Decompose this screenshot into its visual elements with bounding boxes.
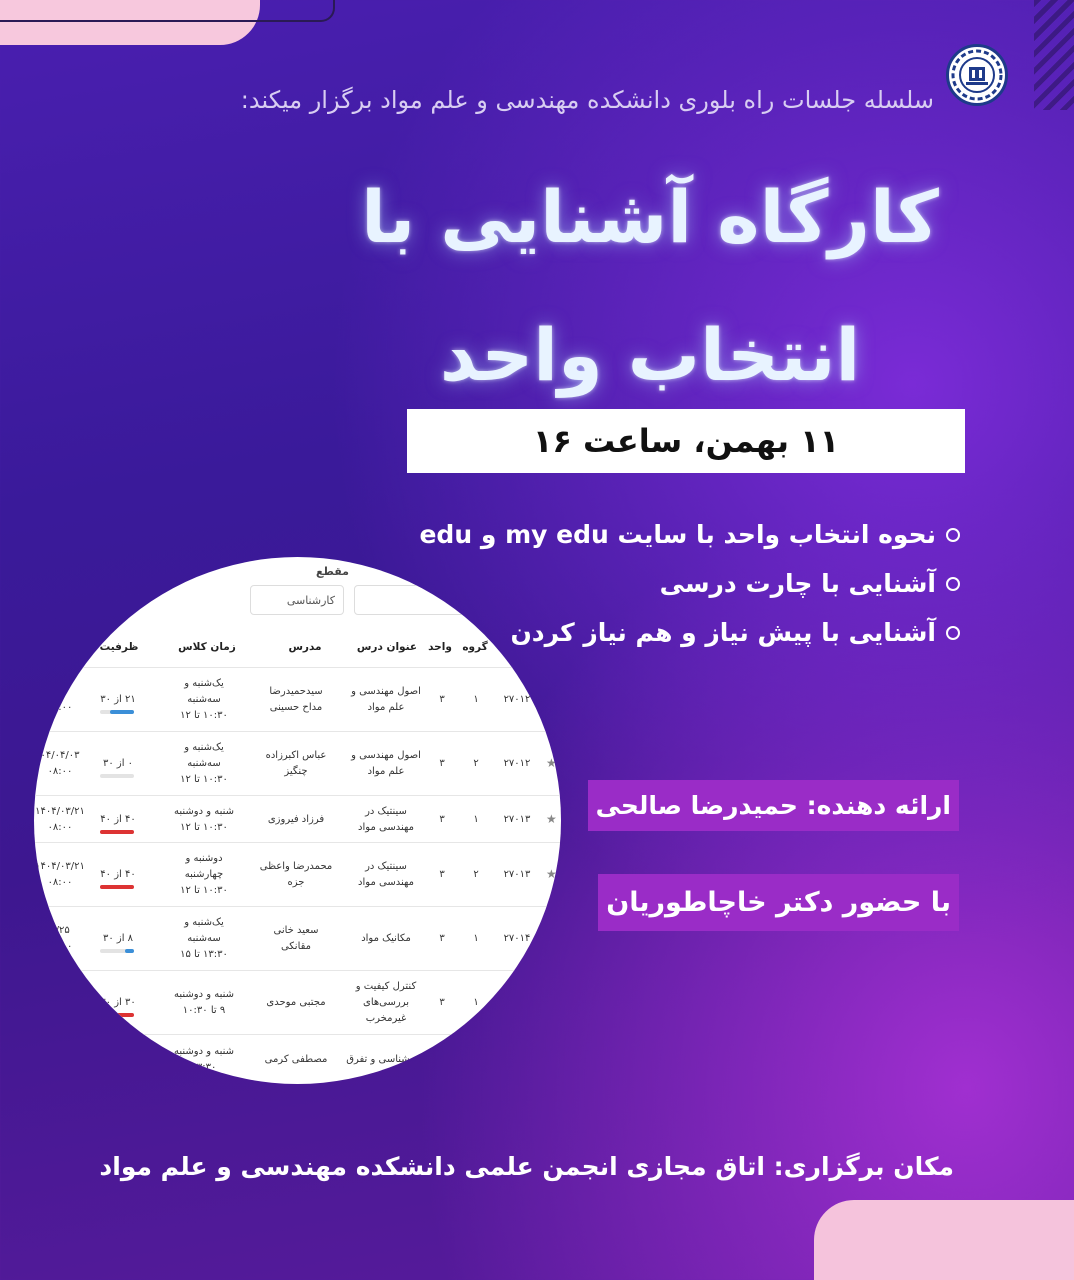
cell-unit: ۳ bbox=[439, 758, 445, 769]
page-title bbox=[340, 148, 960, 424]
cell-group: ۱ bbox=[473, 933, 479, 944]
cell-time: یک‌شنبه و سه‌شنبه ۱۰:۳۰ تا ۱۲ bbox=[180, 678, 228, 721]
table-row bbox=[34, 1034, 561, 1084]
cell-time: شنبه و دوشنبه ۱۳:۳۰ bbox=[173, 1046, 235, 1073]
cell-exam: ۱۴۰۴/۰۳/۲۱ ۰۸:۰۰ bbox=[35, 805, 85, 833]
cell-group: ۲ bbox=[473, 869, 479, 880]
cell-exam: ۰۳ ۰۸:۰۰ bbox=[47, 686, 73, 713]
header-course: عنوان درس bbox=[356, 641, 418, 653]
cell-unit: ۳ bbox=[439, 869, 445, 880]
cell-code: ۲۷۰۱۳ bbox=[503, 813, 531, 825]
header-group: گروه bbox=[462, 641, 488, 653]
cell-unit: ۳ bbox=[439, 813, 445, 825]
cell-course: سینتیک در مهندسی مواد bbox=[358, 805, 414, 833]
university-logo-icon bbox=[946, 44, 1008, 106]
topic-text: نحوه انتخاب واحد با سایت my edu و edu bbox=[419, 520, 936, 549]
capacity-bar-track bbox=[100, 774, 134, 778]
cell-exam: ۰۴/۰۴/۰۳ ۰۸:۰۰ bbox=[40, 750, 80, 777]
favorite-star-icon[interactable]: ★ bbox=[546, 867, 557, 881]
cell-course: کنترل کیفیت و بررسی‌های غیرمخرب bbox=[355, 981, 417, 1024]
cell-course: اصول مهندسی و علم مواد bbox=[351, 750, 421, 777]
cell-time: دوشنبه و چهارشنبه ۱۰:۳۰ تا ۱۲ bbox=[180, 853, 228, 896]
cell-group: ۱ bbox=[473, 813, 479, 825]
favorite-star-icon[interactable]: ★ bbox=[546, 756, 557, 770]
capacity-bar-fill bbox=[125, 949, 134, 953]
cell-exam: ۱۴۰۴/۰۳/۲۱ ۰۸:۰۰ bbox=[35, 861, 85, 888]
cell-teacher: مجتبی موحدی bbox=[266, 997, 326, 1008]
title-line-2: انتخاب واحد bbox=[439, 313, 861, 397]
decor-top-left-outline bbox=[0, 0, 335, 22]
cell-group: ۱ bbox=[473, 694, 479, 705]
cell-group: ۱ bbox=[473, 997, 479, 1008]
decor-stripes bbox=[1034, 0, 1074, 110]
cell-teacher: عباس اکبرزاده چنگیز bbox=[265, 750, 327, 777]
cell-unit: ۳ bbox=[439, 933, 445, 944]
cell-unit: ۳ bbox=[439, 694, 445, 705]
cell-capacity: ۴۰ از ۴۰ bbox=[100, 813, 136, 825]
topic-text: آشنایی با پیش نیاز و هم نیاز کردن bbox=[510, 618, 936, 647]
venue-label: مکان برگزاری: اتاق مجازی انجمن علمی دانشکده مهندسی و علم مواد bbox=[99, 1152, 954, 1181]
bullet-circle-icon bbox=[946, 577, 960, 591]
cell-course: اصول مهندسی و علم مواد bbox=[351, 686, 421, 713]
cell-capacity: ۳۰ از ۳۰ bbox=[100, 997, 136, 1008]
header-time: زمان کلاس bbox=[178, 641, 236, 653]
bullet-circle-icon bbox=[946, 626, 960, 640]
cell-code: ۲۷۰۱۲ bbox=[503, 694, 531, 705]
header-unit: واحد bbox=[428, 641, 452, 653]
cell-teacher: محمدرضا واعظی جزه bbox=[259, 861, 333, 888]
date-time-banner: ۱۱ بهمن، ساعت ۱۶ bbox=[407, 409, 965, 473]
filter-label: مقطع bbox=[316, 565, 349, 578]
table-row bbox=[34, 906, 561, 970]
table-row bbox=[34, 731, 561, 795]
cell-course: سینتیک در مهندسی مواد bbox=[358, 861, 414, 888]
capacity-bar-fill bbox=[100, 830, 134, 834]
cell-time: یک‌شنبه و سه‌شنبه ۱۳:۳۰ تا ۱۵ bbox=[180, 917, 228, 960]
cell-code: ۲۷۰۱۳ bbox=[503, 869, 531, 880]
cell-group: ۲ bbox=[473, 758, 479, 769]
cell-teacher: مصطفی کرمی bbox=[264, 1054, 328, 1065]
bullet-circle-icon bbox=[946, 528, 960, 542]
cell-capacity: ۰ از ۳۰ bbox=[102, 758, 134, 769]
capacity-bar-fill bbox=[100, 885, 134, 889]
capacity-bar-fill bbox=[110, 710, 134, 714]
capacity-bar-fill bbox=[100, 1013, 134, 1017]
cell-exam: ۳/۲۵ ۰۸:۰۰ bbox=[47, 925, 73, 952]
cell-capacity: ۲۱ از ۳۰ bbox=[100, 694, 136, 705]
header-teacher: مدرس bbox=[288, 641, 322, 653]
table-row bbox=[34, 970, 561, 1034]
cell-code: ۲۷۰۱۴ bbox=[503, 933, 531, 944]
table-row bbox=[34, 795, 561, 842]
cell-time: یک‌شنبه و سه‌شنبه ۱۰:۳۰ تا ۱۲ bbox=[180, 742, 228, 785]
course-table-screenshot bbox=[34, 557, 561, 1084]
cell-unit: ۳ bbox=[439, 997, 445, 1008]
decor-bottom-right-shape bbox=[814, 1200, 1074, 1280]
cell-time: شنبه و دوشنبه ۹ تا ۱۰:۳۰ bbox=[173, 989, 235, 1016]
cell-teacher: سیدحمیدرضا مداح حسینی bbox=[269, 686, 323, 713]
series-subtitle: سلسله جلسات راه بلوری دانشکده مهندسی و علم مواد برگزار میکند: bbox=[240, 86, 934, 114]
table-row bbox=[34, 667, 561, 731]
cell-teacher: سعید خانی مقانکی bbox=[273, 925, 319, 952]
cell-capacity: ۴۰ از ۴۰ bbox=[100, 869, 136, 880]
cell-time: شنبه و دوشنبه ۱۰:۳۰ تا ۱۲ bbox=[173, 805, 235, 833]
header-capacity: ظرفیت bbox=[99, 641, 139, 653]
topic-text: آشنایی با چارت درسی bbox=[659, 569, 936, 598]
cell-course: بلورشناسی و تفرق bbox=[346, 1054, 426, 1065]
cell-capacity: ۸ از ۳۰ bbox=[102, 933, 134, 944]
cell-course: مکانیک مواد bbox=[361, 933, 411, 944]
table-row bbox=[34, 842, 561, 906]
cell-teacher: فرزاد فیروزی bbox=[267, 813, 325, 825]
topic-item bbox=[419, 510, 960, 559]
filter-input bbox=[354, 585, 474, 615]
presenter-label: ارائه دهنده: حمیدرضا صالحی bbox=[588, 780, 959, 831]
cell-code: ۲۷۰۱۲ bbox=[503, 758, 531, 769]
filter-select: کارشناسی bbox=[250, 585, 344, 615]
title-line-1: کارگاه آشنایی با bbox=[361, 175, 939, 259]
favorite-star-icon[interactable]: ★ bbox=[546, 811, 557, 826]
guest-label: با حضور دکتر خاچاطوریان bbox=[598, 874, 959, 931]
